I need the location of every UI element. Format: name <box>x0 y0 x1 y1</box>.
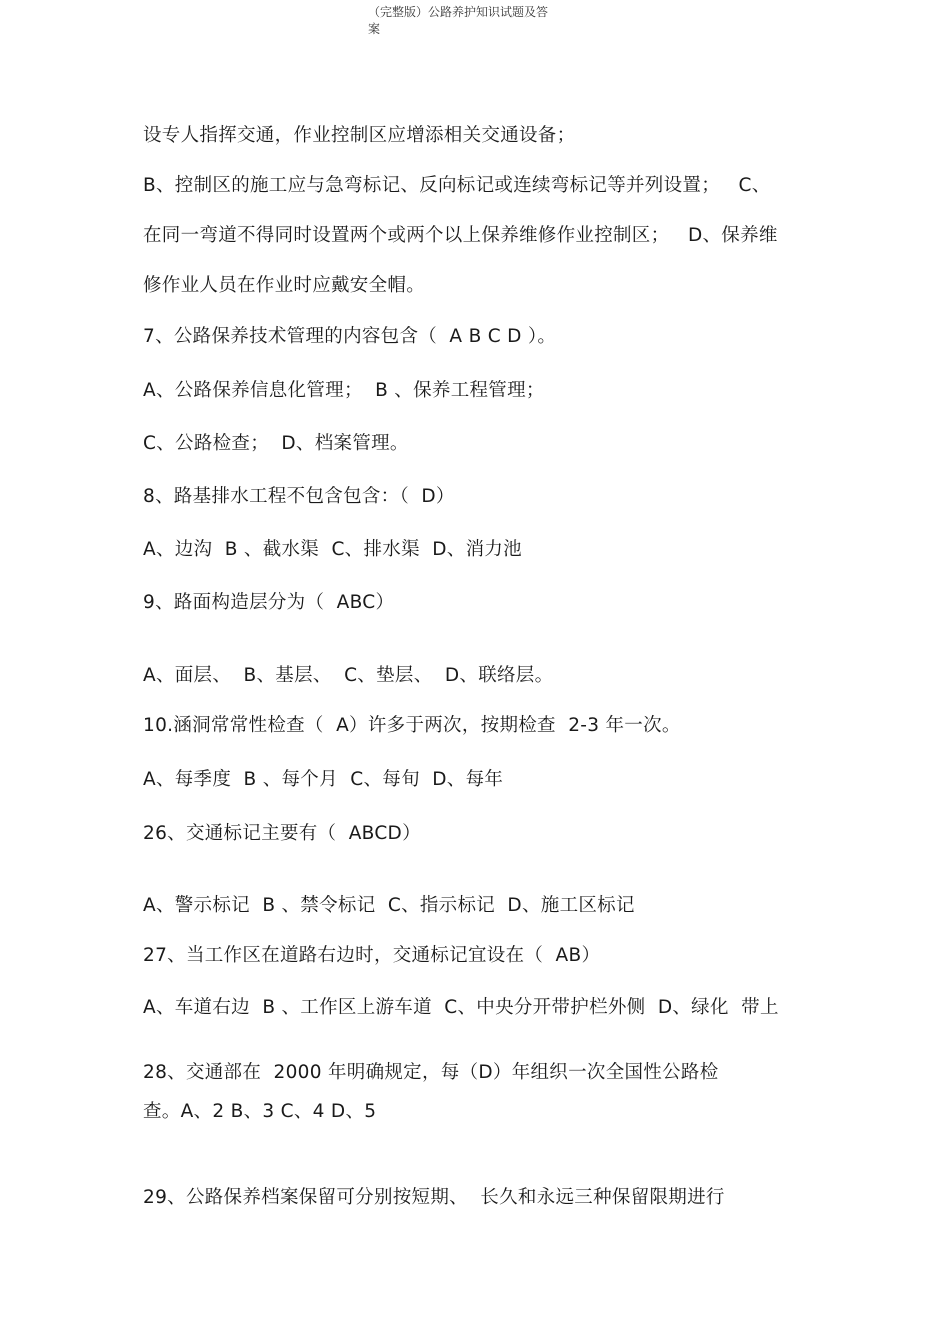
text-line: B、控制区的施工应与急弯标记、反向标记或连续弯标记等并列设置； C、 <box>143 175 771 196</box>
question-9: 9、路面构造层分为（ ABC） <box>143 592 395 613</box>
question-28-options: 查。A、2 B、3 C、4 D、5 <box>143 1101 377 1122</box>
question-26-options: A、警示标记 B 、禁令标记 C、指示标记 D、施工区标记 <box>143 895 635 916</box>
question-9-options: A、面层、 B、基层、 C、垫层、 D、联络层。 <box>143 665 554 686</box>
question-29: 29、公路保养档案保留可分别按短期、 长久和永远三种保留限期进行 <box>143 1187 725 1208</box>
question-7-options-1: A、公路保养信息化管理； B 、保养工程管理； <box>143 380 545 401</box>
question-26: 26、交通标记主要有（ ABCD） <box>143 823 421 844</box>
page-header <box>368 4 598 38</box>
question-8-options: A、边沟 B 、截水渠 C、排水渠 D、消力池 <box>143 539 522 560</box>
header-title-line1: （完整版）公路养护知识试题及答 <box>368 5 549 19</box>
question-27-options: A、车道右边 B 、工作区上游车道 C、中央分开带护栏外侧 D、绿化 带上 <box>143 997 779 1018</box>
question-28: 28、交通部在 2000 年明确规定，每（D）年组织一次全国性公路检 <box>143 1062 719 1083</box>
text-line: 设专人指挥交通，作业控制区应增添相关交通设备； <box>143 125 576 146</box>
question-7-options-2: C、公路检查； D、档案管理。 <box>143 433 409 454</box>
question-10-options: A、每季度 B 、每个月 C、每旬 D、每年 <box>143 769 504 790</box>
question-27: 27、当工作区在道路右边时，交通标记宜设在（ AB） <box>143 945 601 966</box>
text-line: 修作业人员在作业时应戴安全帽。 <box>143 275 426 296</box>
header-title-line2: 案 <box>368 22 381 36</box>
question-7: 7、公路保养技术管理的内容包含（ A B C D ）。 <box>143 326 557 347</box>
question-10: 10.涵洞常常性检查（ A）许多于两次，按期检查 2-3 年一次。 <box>143 715 681 736</box>
question-8: 8、路基排水工程不包含包含：（ D） <box>143 486 455 507</box>
text-line: 在同一弯道不得同时设置两个或两个以上保养维修作业控制区； D、保养维 <box>143 225 778 246</box>
